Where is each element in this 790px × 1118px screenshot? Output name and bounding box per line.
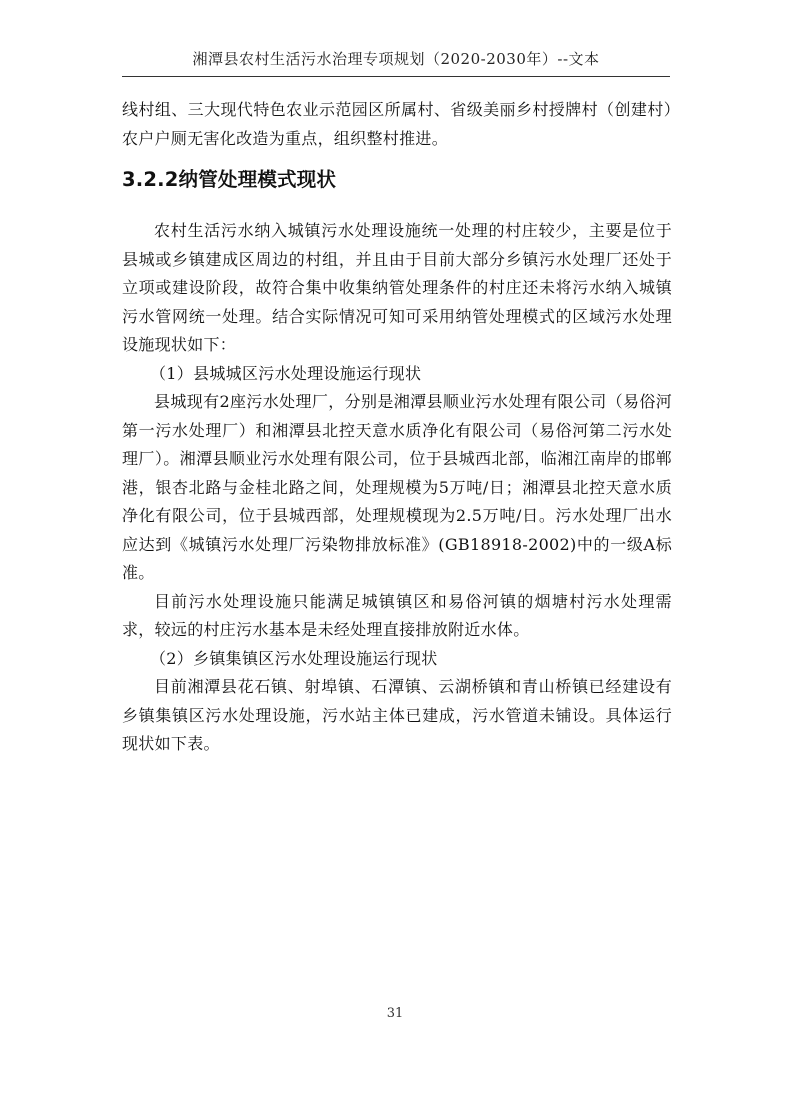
intro-paragraph: 农村生活污水纳入城镇污水处理设施统一处理的村庄较少，主要是位于县城或乡镇建成区周边的村组，并且由于目前大部分乡镇污水处理厂还处于立项或建设阶段，故符合集中收集纳管处理条件的村庄还未将污水纳入城镇污水管网统一处理。结合实际情况可知可采用纳管处理模式的区域污水处理设施现状如下： [122,221,672,354]
header-divider [122,76,670,77]
subsection-heading-1: （1）县城城区污水处理设施运行现状 [150,363,422,383]
subsection-1-paragraph-2: 目前污水处理设施只能满足城镇镇区和易俗河镇的烟塘村污水处理需求，较远的村庄污水基本是未经处理直接排放附近水体。 [122,591,672,639]
page-header-title: 湘潭县农村生活污水治理专项规划（2020-2030年）--文本 [192,50,600,68]
section-heading: 3.2.2纳管处理模式现状 [122,168,337,191]
document-body [122,96,672,759]
page-number: 31 [386,1006,404,1021]
subsection-1-paragraph-1: 县城现有2座污水处理厂，分别是湘潭县顺业污水处理有限公司（易俗河第一污水处理厂）和湘潭县北控天意水质净化有限公司（易俗河第二污水处理厂）。湘潭县顺业污水处理有限公司，位于县城西北部，临湘江南岸的邯郸港，银杏北路与金桂北路之间，处理规模为5万吨/日；湘潭县北控天意水质净化有限公司，位于县城西部，处理规模现为2.5万吨/日。污水处理厂出水应达到《城镇污水处理厂污染物排放标准》(GB18918-2002)中的一级A标准。 [122,392,672,582]
subsection-heading-2: （2）乡镇集镇区污水处理设施运行现状 [150,648,438,668]
continued-paragraph: 线村组、三大现代特色农业示范园区所属村、省级美丽乡村授牌村（创建村）农户户厕无害化改造为重点，组织整村推进。 [122,100,672,148]
subsection-2-paragraph: 目前湘潭县花石镇、射埠镇、石潭镇、云湖桥镇和青山桥镇已经建设有乡镇集镇区污水处理设施，污水站主体已建成，污水管道未铺设。具体运行现状如下表。 [122,677,672,753]
